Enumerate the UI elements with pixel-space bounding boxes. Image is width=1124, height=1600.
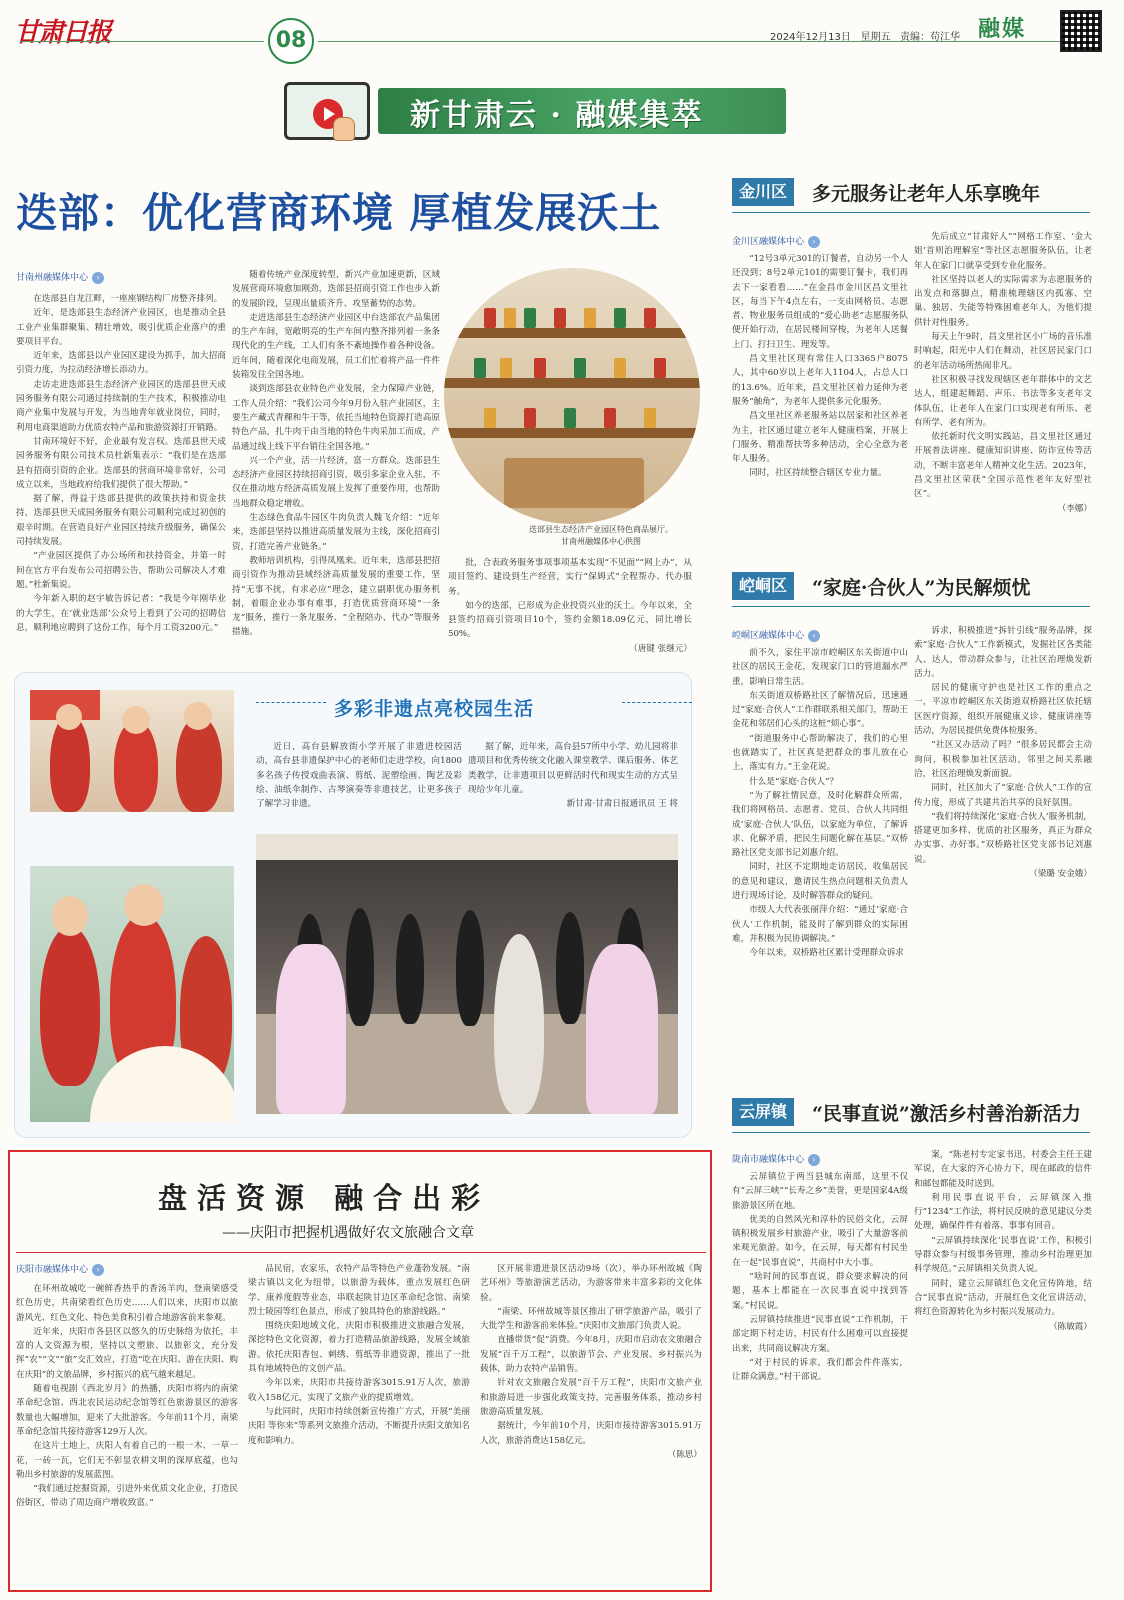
video-screen-icon (284, 82, 370, 140)
chevron-right-icon: › (92, 272, 104, 284)
newspaper-logo[interactable]: 甘肃日报 (14, 18, 111, 48)
paragraph: 什么是“家庭·合伙人”？ (749, 776, 839, 787)
author-signature: 新甘肃·甘肃日报通讯员 王 将 (566, 799, 678, 810)
display-counter (504, 458, 644, 508)
date-line (770, 28, 960, 43)
paragraph: 诉求，积极推进“拆针引线”服务品牌，探索“家庭·合伙人”工作新模式，发掘社区各类能人、达人，带动群众参与，让社区治理焕发新活力。 (914, 626, 1092, 679)
right1-column-1 (732, 252, 908, 552)
feature-column-1 (256, 740, 462, 830)
lead-headline[interactable]: 迭部：优化营商环境 厚植发展沃土 (16, 189, 662, 237)
byline (732, 1152, 820, 1166)
paragraph: 在这片土地上，庆阳人有着自己的一根一木、一草一花，一砖一瓦，它们无不彰显农耕文明的深厚底蕴，也勾勒出乡村旅游的发展蓝图。 (16, 1441, 238, 1480)
product (474, 358, 486, 378)
paragraph: 教师培训机构，引得凤凰来。近年来，迭部县把招商引资作为推动县域经济高质量发展的重要工作，坚持“无事不扰，有求必应”理念，建立副职优办服务机制，着眼企业办事有难事，打造优质营商环境“一条龙”服务，推行一条龙服务、“全程陪办、代办”等服务措施。 (232, 555, 440, 638)
right1-column-2 (914, 230, 1092, 552)
lead-column-2 (232, 268, 440, 652)
paragraph: “我们通过挖掘资源，引进外来优质文化企业，打造民俗街区，带动了周边商户增收致富。” (16, 1484, 238, 1509)
issue-date: 2024年12月13日 (770, 32, 851, 43)
paragraph: 近日，高台县解放街小学开展了非遗进校园活动，高台县非遗保护中心的老师们走进学校，向1800多名孩子传授戏曲表演、剪纸、泥塑绘画、陶艺及彩绘、油纸伞制作、古琴演奏等非遗技艺，让更多孩子了解学习非遗。 (256, 742, 462, 810)
paragraph: 前不久，家住平凉市崆峒区东关街道中山社区的居民王金花，发现家门口的管道漏水严重，影响日常生活。 (732, 648, 908, 687)
header-rule-left (20, 41, 264, 42)
bottom-headline[interactable]: 盘活资源 融合出彩 (158, 1181, 491, 1215)
lead-photo-showroom[interactable] (444, 268, 700, 524)
paragraph: 近年来，庆阳市各县区以悠久的历史脉络为依托，丰富的人文资源为根，坚持以文塑旅、以旅彰文，充分发挥“农”“文”“旅”交汇效应，打造“吃在庆阳、游在庆阳、购在庆阳”的文旅品牌，乡村振兴的底气越来越足。 (16, 1326, 238, 1380)
paragraph: 每天上午9时，昌文里社区小广场的音乐准时响起，阳光中人们在舞动，社区居民家门口的老年活动场所热闹非凡。 (914, 332, 1092, 371)
product (614, 308, 626, 328)
photo-credit: 甘南州融媒体中心供图 (561, 537, 641, 546)
ceiling-lights (256, 834, 678, 860)
student-face (52, 896, 88, 936)
byline (16, 1262, 104, 1276)
chevron-right-icon: › (808, 630, 820, 642)
paragraph: 在环州故城吃一碗鲜香热乎的香汤羊肉，登南梁感受红色历史，共南梁看红色历史……人们以来，庆阳市以旅游风光、红色文化、特色美食积引着合地游客前来参观。 (16, 1284, 238, 1323)
product (644, 408, 656, 428)
article-title: “家庭·合伙人”为民解烦忧 (812, 577, 1031, 599)
product (554, 308, 566, 328)
author-signature: （陈思） (667, 1449, 702, 1460)
section-name: 融媒 (978, 17, 1027, 42)
product (644, 308, 656, 328)
qr-code-icon[interactable] (1060, 10, 1102, 52)
divider (732, 212, 1090, 213)
paragraph: 近年来，迭部县以产业园区建设为抓手，加大招商引资力度，为拉动经济增长添动力。 (16, 351, 226, 376)
feature-column-2 (468, 740, 678, 830)
paragraph: 社区积极寻找发现辖区老年群体中的文艺达人，组建起舞蹈、声乐、书法等多支老年文体队伍，让老年人在家门口实现老有所乐、老有所学、老有所为。 (914, 374, 1092, 428)
byline (732, 628, 820, 642)
photo-students-crafts[interactable] (30, 690, 234, 812)
dancer-figure (456, 910, 484, 1026)
opera-costume-dancer (586, 944, 658, 1114)
paragraph: 市级人大代表张丽萍介绍：“通过‘家庭·合伙人’工作机制，能及时了解到群众的实际困难，并积极为民协调解决。” (732, 905, 908, 944)
paragraph: “云屏镇持续深化‘民事直说’工作，积极引导群众参与村级事务管理，推动乡村治理更加科学规范。”云屏镇相关负责人说。 (914, 1235, 1092, 1275)
dancer-figure (556, 912, 584, 1024)
photo-opera-dance-class[interactable] (256, 834, 678, 1114)
chevron-right-icon: › (808, 1154, 820, 1166)
banner-title: 新甘肃云 · 融媒集萃 (410, 98, 704, 133)
student-face (56, 704, 82, 730)
paragraph: 围绕庆阳地域文化，庆阳市积极推进文旅融合发展，深挖特色文化资源，着力打造精品旅游线路，发展全域旅游。依托庆阳香包、刺绣、剪纸等非遗资源，推出了一批具有地域特色的文创产品。 (248, 1321, 470, 1375)
paragraph: 走进迭部县生态经济产业园区中台迭部农产品集团的生产车间，宽敞明亮的生产车间内整齐排列着一条条现代化的生产线，工人们有条不紊地操作着各种设备。近年间，随着深化电商发展，员工们忙着将产品一件件装箱发往全国各地。 (232, 312, 440, 381)
paragraph: 居民的健康守护也是社区工作的重点之一，平凉市崆峒区东关街道双桥路社区依托辖区医疗资源，组织开展健康义诊、健康讲座等活动，为居民提供免费体检服务。 (914, 683, 1092, 737)
divider (732, 606, 1090, 607)
paragraph: 同时，社区持续整合辖区专业力量。 (749, 468, 887, 479)
decorative-rule (622, 702, 692, 703)
paragraph: “社区又办活动了吗？”很多居民都会主动询问，积极参加社区活动，邻里之间关系融洽，社区治理焕发新面貌。 (914, 740, 1092, 779)
lead-column-3 (448, 556, 692, 652)
paragraph: 批，合表政务服务事项事项基本实现“不见面”“网上办”，从项目签约、建设到生产经营，实行“保姆式”全程帮办、代办服务。 (448, 558, 692, 597)
article-title: 多元服务让老年人乐享晚年 (812, 183, 1041, 205)
paragraph: 昌文里社区养老服务站以居家和社区养老为主，社区通过建立老年人健康档案，开展上门服务、精准帮扶等多种活动，全心全意为老年人服务。 (732, 411, 908, 465)
paragraph: “街道服务中心帮助解决了，我们的心里也就踏实了，社区真是把群众的事儿放在心上，落实有力。”王金花说。 (732, 733, 908, 773)
bottom-column-1 (16, 1282, 238, 1586)
student-figure (176, 716, 222, 812)
student-face (122, 706, 150, 734)
product (614, 358, 626, 378)
masthead (0, 0, 1124, 56)
paragraph: 云屏镇持续推进“民事直说”工作机制，干部定期下村走访，村民有什么困难可以直接提出来，共同商议解决方案。 (732, 1314, 908, 1354)
paragraph: 兴一个产业，活一片经济，富一方群众。迭部县生态经济产业园区持续招商引资，吸引多家企业入驻，不仅在推动地方经济高质发展上发挥了重要作用，也帮助当地群众稳定增收。 (232, 455, 440, 509)
paragraph: 品民宿，农家乐，农特产品等特色产业蓬勃发展。“南梁古镇以文化为纽带，以旅游为载体，重点发展红色研学、康养度假等业态，串联起陕甘边区革命纪念馆、南梁烈士陵园等红色景点，形成了独具特色的旅游线路。” (248, 1264, 470, 1317)
dancer-figure (346, 908, 374, 1026)
byline (732, 234, 820, 248)
lead-byline-text: 甘南州融媒体中心 (16, 273, 89, 283)
product (484, 308, 496, 328)
product (584, 308, 596, 328)
paragraph: 优美的自然风光和淳朴的民俗文化，云屏镇积极发展乡村旅游产业，吸引了大量游客前来观光旅游。如今，在云屏，每天都有村民坐在一起“民事直说”，共商村中大小事。 (732, 1214, 908, 1268)
divider (732, 1132, 1090, 1133)
byline-text: 陇南市融媒体中心 (732, 1155, 805, 1165)
paragraph: 针对农文旅融合发展“百千万工程”，庆阳市文旅产业和旅游局进一步强化政策支持，完善服务体系，推动乡村旅游高质量发展。 (480, 1378, 702, 1417)
district-tag: 崆峒区 (732, 572, 794, 600)
paragraph: 如今的迭部，已形成为企业投资兴业的沃土。今年以来，全县签约招商引资项目10个，签约金额18.09亿元，同比增长50%。 (448, 600, 692, 640)
paragraph: 今年新入职的赵宇敏告诉记者：“我是今年刚毕业的大学生，在‘就业迭部’公众号上看到了公司的招聘信息，顺利地应聘到了这份工作，每个月工资3200元。” (16, 594, 226, 633)
author-signature: （梁璐 安金娥） (1029, 869, 1092, 880)
product (524, 308, 536, 328)
article-title: “民事直说”激活乡村善治新活力 (812, 1103, 1081, 1125)
paragraph: “南梁、环州故城等景区推出了研学旅游产品，吸引了大批学生和游客前来体验。”庆阳市文旅部门负责人说。 (480, 1306, 702, 1332)
product (534, 358, 546, 378)
paragraph: 东关街道双桥路社区了解情况后，迅速通过“家庭·合伙人”工作群联系相关部门，帮助王金花和邻居们心头的这桩“烦心事”。 (732, 690, 908, 730)
paragraph: 今年以来，庆阳市共接待游客3015.91万人次，旅游收入158亿元，实现了文旅产业的提质增效。 (248, 1378, 470, 1403)
paragraph: “啥时间的民事直说，群众要求解决的问题，基本上都能在一次民事直说中找到答案。”村民说。 (732, 1272, 908, 1311)
paragraph: 谈到迭部县农业特色产业发展，全力保障产业链，工作人员介绍：“我们公司今年9月份入驻产业园区，主要生产藏式青稞和牛干等，依托当地特色资源打造高原特色产品，扎牛肉干由当地的特色牛肉采加工而成，产品通过线上线下平台销往全国各地。” (232, 384, 440, 452)
paragraph: 先后成立“甘肃好人”“网格工作室、‘金大姐’首则治理解室”等社区志愿服务队伍，让老年人在家门口就享受到专业化服务。 (914, 232, 1092, 271)
bottom-column-2 (248, 1262, 470, 1586)
chevron-right-icon: › (92, 1264, 104, 1276)
paragraph: 据统计，今年前10个月，庆阳市接待游客3015.91万人次，旅游消费达158亿元。 (480, 1421, 702, 1446)
product (504, 308, 516, 328)
shelf (444, 378, 700, 388)
opera-costume-dancer (276, 944, 346, 1114)
page-number: 08 (268, 18, 314, 64)
product (604, 408, 616, 428)
paragraph: 随着电视剧《西北岁月》的热播，庆阳市将内的南梁革命纪念馆、西北农民运动纪念馆等红色旅游景区的游客数量也大幅增加，迎来了大批游客。今年前11个月，南梁革命纪念馆共接待游客129万人次。 (16, 1384, 238, 1437)
paragraph: “12号3单元301的订餐者，自动另一个人还没到；8号2单元101的需要订餐卡，我们再去下一家看看……”在金昌市金川区昌文里社区，每当下午4点左右，一支由网格员、志愿者、物业服务员组成的“爱心助老”志愿服务队便开始行动，在居民楼间穿梭，为老年人送餐上门、打扫卫生、理发等。 (732, 254, 908, 350)
paragraph: 同时，社区不定期地走访居民，收集居民的意见和建议，邀请民生热点问题相关负责人进行现场讨论，及时解答群众的疑问。 (732, 862, 908, 902)
paragraph: 甘南环境好不好，企业最有发言权。迭部县世天成园务服务有限公司技术员杜新集表示：“我们是在迭部县有招商引资的企业。迭部县的营商环境非常好，公司成立以来，当地政府给我们提供了很大帮助。” (16, 436, 226, 490)
photo-caption-text: 迭部县生态经济产业园区特色商品展厅。 (529, 525, 673, 534)
product (500, 358, 512, 378)
right3-column-1 (732, 1170, 908, 1590)
shelf (444, 328, 700, 338)
student-figure (40, 926, 100, 1086)
paragraph: 昌文里社区现有常住人口3365户8075人，其中60岁以上老年人1104人，占总人口的13.6%。近年来，昌文里社区着力延伸为老服务“触角”，为老年人提供多元化服务。 (732, 354, 908, 407)
bottom-subheadline: ——庆阳市把握机遇做好农文旅融合文章 (222, 1225, 474, 1241)
paragraph: 区开展非遗进景区活动9场（次），举办环州故城《陶艺环州》等旅游演艺活动，为游客带来丰富多彩的文化体验。 (480, 1264, 702, 1303)
byline-text: 庆阳市融媒体中心 (16, 1265, 89, 1275)
lead-column-1 (16, 292, 226, 652)
decorative-rule (256, 702, 326, 703)
product (574, 358, 586, 378)
student-face (184, 702, 212, 730)
paragraph: 同时，建立云屏镇红色文化宣传阵地，结合“民事直说”活动，开展红色文化宣讲活动，将红色资源转化为乡村振兴发展动力。 (914, 1278, 1092, 1318)
paragraph: 同时，社区加大了“家庭·合伙人”工作的宣传力度，形成了共建共治共享的良好氛围。 (914, 783, 1092, 808)
shelf (444, 428, 700, 438)
divider (16, 1252, 706, 1253)
section-banner (282, 82, 786, 140)
paragraph: 据了解，近年来，高台县57所中小学、幼儿园将非遗项目和优秀传统文化融入课堂教学、课后服务、体艺类教学，让非遗项目以更鲜活时代和现实生动的方式呈现给少年儿童。 (468, 742, 678, 795)
product (484, 408, 496, 428)
byline-text: 金川区融媒体中心 (732, 237, 805, 247)
paragraph: 案，“陈老村专定家书迅，村委会主任王建军说，在大家的齐心协力下，现在邮政的信件和邮包都能及时送到。 (914, 1150, 1092, 1189)
paragraph: 在迭部县自龙江畔，一座座钢结构厂房整齐排列。 (33, 294, 223, 304)
paragraph: “我们将持续深化‘家庭·合伙人’服务机制，搭建更加多样、优质的社区服务，真正为群众办实事、办好事。”双桥路社区党支部书记刘惠说。 (914, 811, 1092, 865)
paragraph: 今年以来，双桥路社区累计受理群众诉求 (749, 948, 904, 959)
paragraph: 利用民事直说平台，云屏镇深入推行“1234”工作法，将村民反映的意见建议分类处理，确保件件有着落、事事有回音。 (914, 1192, 1092, 1232)
paragraph: 直播带货“促”消费。今年8月，庆阳市启动农文旅融合发展“百千万工程”，以旅游节会、产业发展、乡村振兴为载体，助力农特产品销售。 (480, 1335, 702, 1375)
paragraph: 近年，是迭部县生态经济产业园区，也是推动全县工业产业集群聚集、精壮增效，吸引优质企业落户的重要项目平台。 (16, 308, 226, 347)
paragraph: 随着传统产业深度转型，新兴产业加速更新，区域发展营商环境愈加刚劲，迭部县招商引资工作也步入新的发展阶段，呈现出量质齐升、攻坚蓄势的态势。 (232, 270, 440, 309)
district-tag: 云屏镇 (732, 1098, 794, 1126)
author-signature: （陈敏霞） (1049, 1321, 1092, 1332)
feature-title[interactable]: 多彩非遗点亮校园生活 (334, 698, 535, 720)
paragraph: 云屏镇位于两当县城东南部，这里不仅有“云屏三峡”“长寿之乡”美誉，更是国家4A级旅游景区所在地。 (732, 1172, 908, 1211)
byline-text: 崆峒区融媒体中心 (732, 631, 805, 641)
bottom-column-3 (480, 1262, 702, 1586)
paragraph: 生态绿色食品牛园区牛肉负责人魏飞介绍：“近年来，迭部县坚持以推进高质量发展为主线，深化招商引资，打造完善产业链条。” (232, 513, 440, 552)
right3-column-2 (914, 1148, 1092, 1590)
right2-column-1 (732, 646, 908, 1076)
paragraph: 走访走进迭部县生态经济产业园区的迭部县世天成园务服务有限公司通过持续制的生产技术，积极推动电商产业集中发展与开发，为当地青年就业岗位，同时，利用电商渠道助力优质农特产品和旅游资源打开销路。 (16, 379, 226, 433)
photo-students-umbrella[interactable] (30, 866, 234, 1122)
lead-byline (16, 270, 104, 284)
paragraph: 与此同时，庆阳市持续创新宣传推广方式，开展“美丽庆阳 等你来”等系列文旅推介活动，不断提升庆阳文旅知名度和影响力。 (248, 1406, 470, 1446)
dancer-figure (396, 914, 424, 1024)
teacher-figure (494, 934, 544, 1114)
author-signature: （唐键 张继元） (629, 643, 692, 652)
issue-weekday: 星期五 (860, 32, 891, 43)
paragraph: “为了解社情民意，及时化解群众所需，我们将网格员、志愿者、党员、合伙人共同组成‘家庭·合伙人’队伍，以家庭为单位，了解诉求、化解矛盾，把民生问题化解在基层。”双桥路社区党支部书记刘惠介绍。 (732, 790, 908, 859)
student-face (124, 884, 164, 926)
editor-credit: 责编：苟江华 (900, 32, 960, 43)
paragraph: “产业园区提供了办公场所和扶持资金，并第一时间在官方平台发布公司招聘公告，帮助公司解决人才难题。”杜新集说。 (16, 551, 226, 590)
chevron-right-icon: › (808, 236, 820, 248)
lead-photo-caption (496, 524, 706, 548)
district-tag: 金川区 (732, 178, 794, 206)
hand-tap-icon (333, 117, 355, 141)
product (654, 358, 666, 378)
author-signature: （李娜） (1057, 503, 1092, 514)
product (524, 408, 536, 428)
paragraph: 社区坚持以老人的实际需求为志愿服务的出发点和落脚点，精准梳理辖区内孤寡、空巢、独居、失能等特殊困难老年人，为他们提供针对性服务。 (914, 274, 1092, 328)
product (564, 408, 576, 428)
paragraph: “对于村民的诉求，我们都会件件落实，让群众满意。”村干部说。 (732, 1357, 908, 1383)
right2-column-2 (914, 624, 1092, 1076)
paragraph: 依托新时代文明实践站，昌文里社区通过开展普法讲座、健康知识讲座、防诈宣传等活动，不断丰富老年人精神文化生活。2023年，昌文里社区荣获“全国示范性老年友好型社区”。 (914, 432, 1092, 500)
paragraph: 据了解，得益于迭部县提供的政策扶持和资金扶持，迭部县世天成园务服务有限公司顺利完成过初创的艰辛时期。在营造良好产业园区持续升级服务，确保公司持续发展。 (16, 494, 226, 548)
